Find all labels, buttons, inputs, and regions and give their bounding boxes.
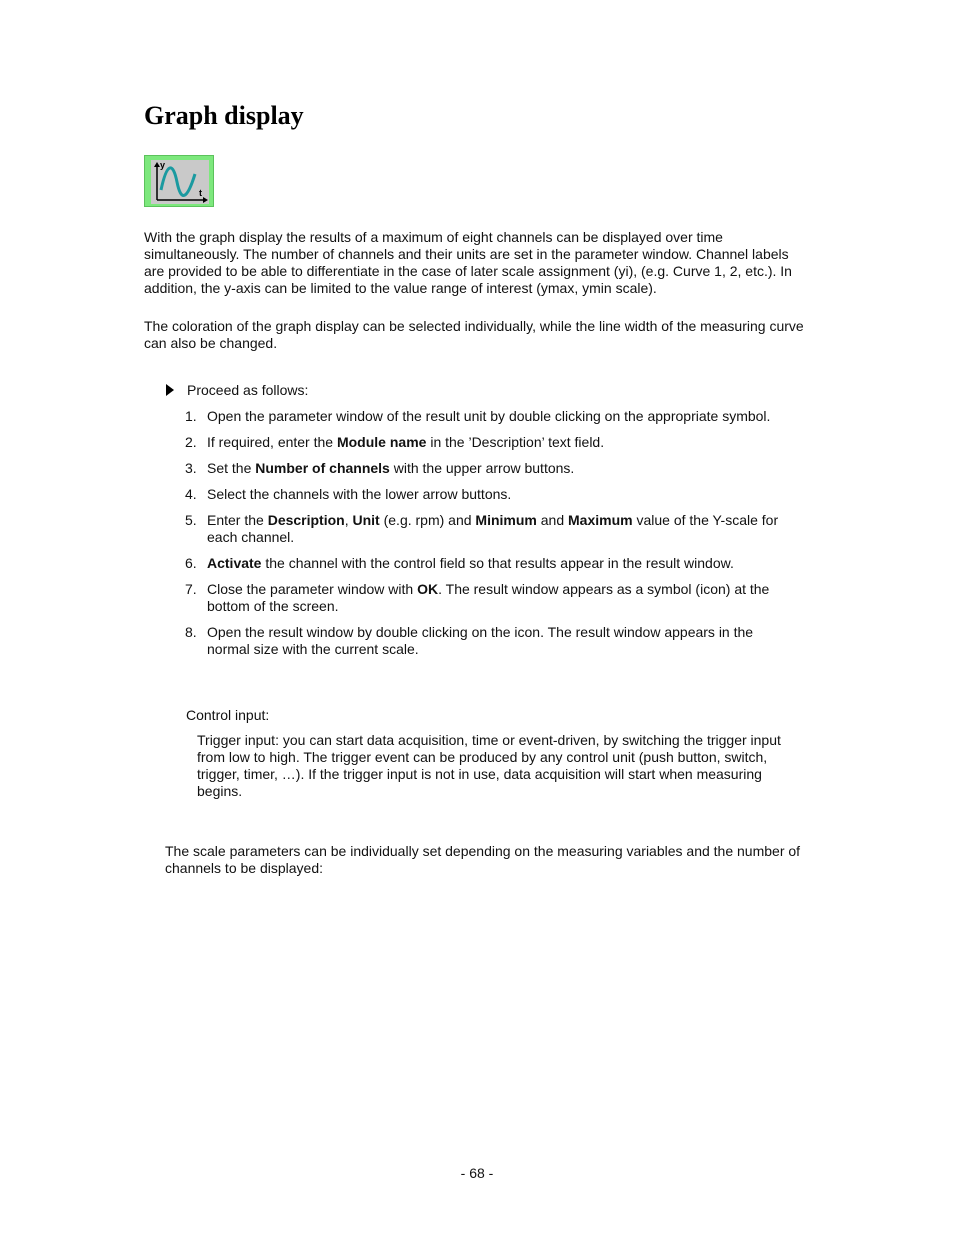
icon-inner: [151, 160, 209, 204]
scale-paragraph: The scale parameters can be individually set depending on the measuring variables and the number of channels to be displayed:: [165, 843, 801, 876]
step-item: [185, 460, 795, 477]
step-item: [185, 434, 795, 451]
step-text: Set the: [207, 460, 256, 476]
bullet-arrow-icon: [166, 384, 174, 396]
step-text: with the upper arrow buttons.: [389, 460, 575, 476]
intro-paragraph: With the graph display the results of a maximum of eight channels can be displayed over time simultaneously. The number of channels and their units are set in the parameter window. Channel labels are provided to be able to differentiate in the case of later scale assignment (yi), (e.g. Curve 1, 2, etc.). In addition, the y-axis can be limited to the value range of interest (ymax, ymin scale).: [144, 229, 792, 296]
step-number: 5.: [185, 512, 197, 528]
step-item: [185, 512, 795, 546]
proceed-label: [164, 382, 804, 399]
step-text: Open the result window by double clicking on the icon. The result window appears in the normal size with the current scale.: [207, 624, 754, 657]
step-number: 8.: [185, 624, 197, 640]
step-text: in the ’Description’ text field.: [426, 434, 605, 450]
step-item: [185, 581, 795, 615]
step-text: Open the parameter window of the result unit by double clicking on the appropriate symbol.: [207, 408, 771, 424]
graph-display-icon: [144, 155, 214, 207]
step-item: [185, 555, 795, 572]
step-bold-term: Description: [267, 512, 345, 528]
step-item: [185, 408, 795, 425]
step-bold-term: Unit: [352, 512, 380, 528]
step-text: value of the Y-scale for each channel.: [207, 512, 779, 545]
step-text: Select the channels with the lower arrow buttons.: [207, 486, 512, 502]
page-number: - 68 -: [460, 1165, 494, 1181]
step-text: If required, enter the: [207, 434, 337, 450]
coloration-paragraph: The coloration of the graph display can be selected individually, while the line width of the measuring curve can also be changed.: [144, 318, 804, 351]
step-number: 2.: [185, 434, 197, 450]
step-number: 7.: [185, 581, 197, 597]
step-number: 4.: [185, 486, 197, 502]
graph-curve-icon: [151, 160, 209, 204]
step-text: Enter the: [207, 512, 268, 528]
proceed-text: Proceed as follows:: [187, 382, 309, 398]
page-title: Graph display: [144, 101, 304, 130]
steps-list: [185, 408, 795, 667]
step-bold-term: OK: [417, 581, 439, 597]
step-text: . The result window appears as a symbol (icon) at the bottom of the screen.: [207, 581, 770, 614]
step-bold-term: Activate: [207, 555, 262, 571]
step-item: [185, 486, 795, 503]
svg-text:y: y: [160, 160, 166, 170]
step-number: 1.: [185, 408, 197, 424]
step-number: 6.: [185, 555, 197, 571]
step-text: ,: [344, 512, 353, 528]
svg-text:t: t: [199, 188, 202, 198]
step-text: (e.g. rpm) and: [379, 512, 476, 528]
control-input-label: Control input:: [186, 707, 270, 723]
step-bold-term: Module name: [336, 434, 427, 450]
step-text: the channel with the control field so that results appear in the result window.: [261, 555, 734, 571]
step-number: 3.: [185, 460, 197, 476]
step-item: [185, 624, 795, 658]
step-text: and: [536, 512, 569, 528]
step-bold-term: Minimum: [475, 512, 537, 528]
step-bold-term: Number of channels: [255, 460, 390, 476]
step-bold-term: Maximum: [568, 512, 633, 528]
trigger-paragraph: Trigger input: you can start data acquisition, time or event-driven, by switching the trigger input from low to high. The trigger event can be produced by any control unit (push button, switch, trigger, timer, …). If the trigger input is not in use, data acquisition will start when measuring begins.: [197, 732, 781, 799]
step-text: Close the parameter window with: [207, 581, 418, 597]
